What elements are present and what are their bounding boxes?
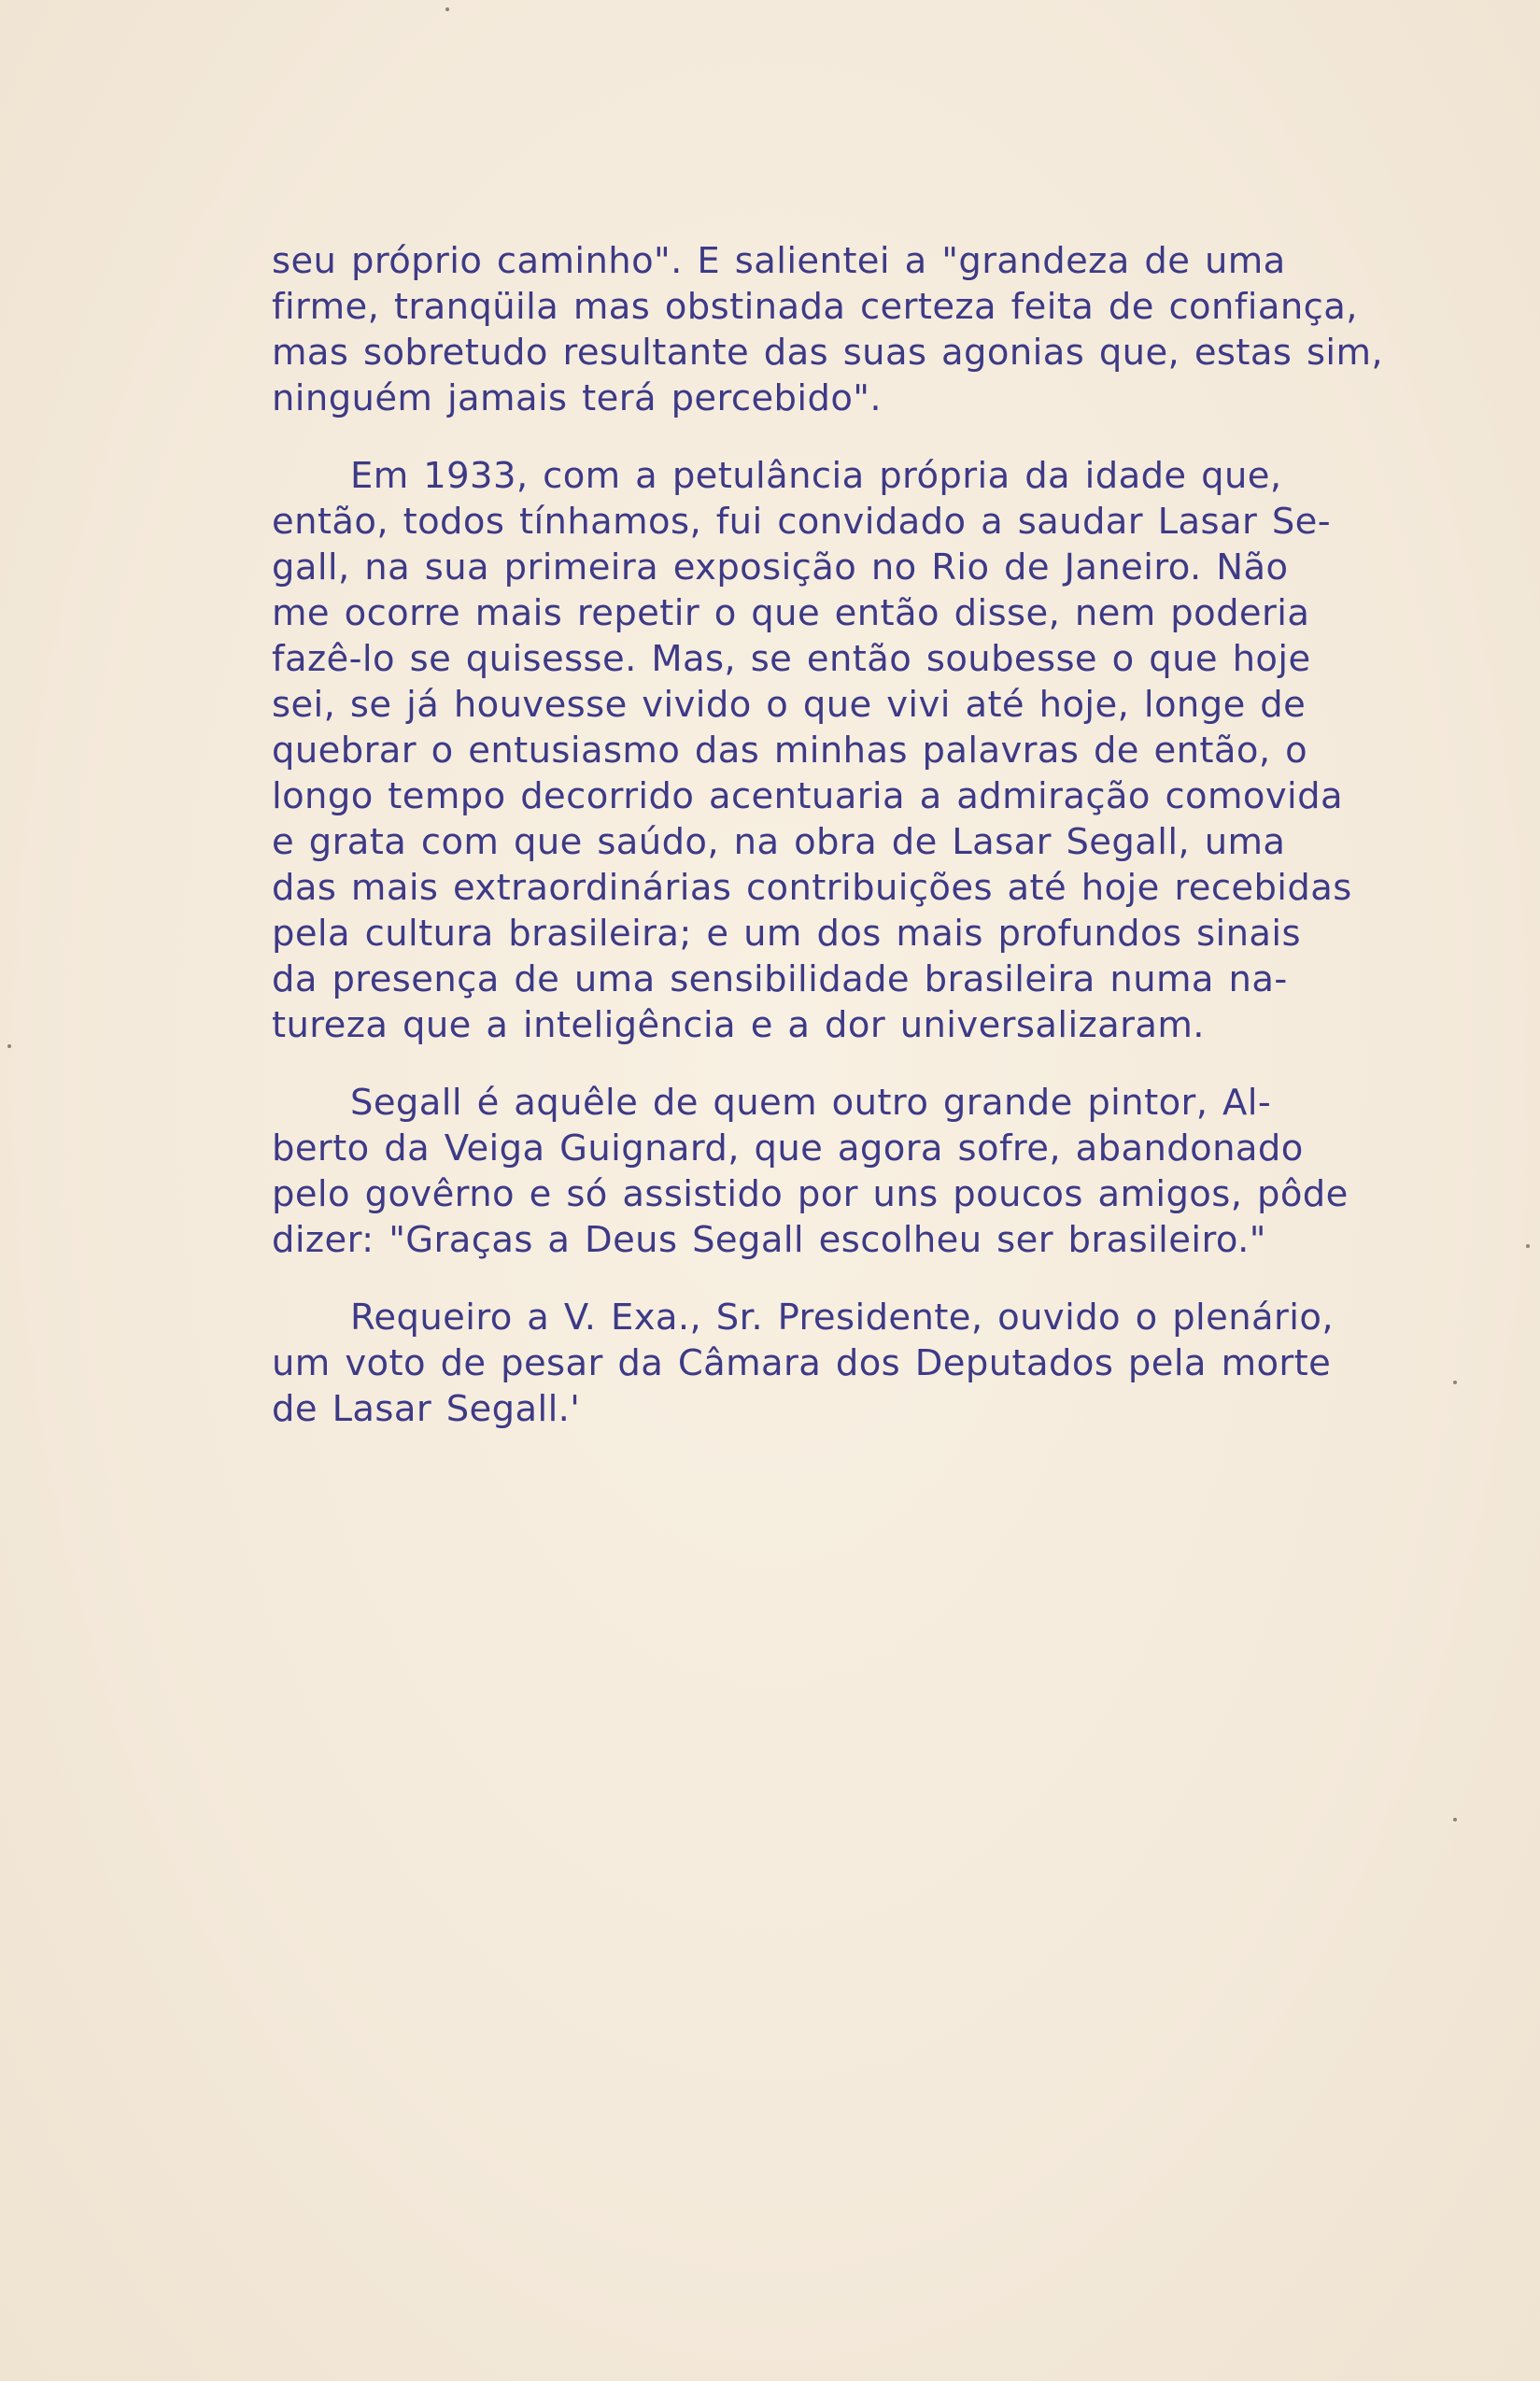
text-line: sei, se já houvesse vivido o que vivi até hoje, longe de <box>272 684 1307 726</box>
paper-speck <box>1453 1818 1457 1821</box>
text-line: quebrar o entusiasmo das minhas palavras de então, o <box>272 730 1308 772</box>
text-line: então, todos tínhamos, fui convidado a saudar Lasar Se- <box>272 501 1332 543</box>
paper-speck <box>1453 1381 1457 1384</box>
text-line: das mais extraordinárias contribuições até hoje recebidas <box>272 867 1352 909</box>
text-line: Requeiro a V. Exa., Sr. Presidente, ouvido o plenário, <box>350 1297 1334 1339</box>
text-line: fazê-lo se quisesse. Mas, se então soubesse o que hoje <box>272 638 1311 680</box>
paper-speck <box>7 1044 11 1048</box>
text-line: da presença de uma sensibilidade brasileira numa na- <box>272 958 1288 1000</box>
text-line: gall, na sua primeira exposição no Rio de Janeiro. Não <box>272 546 1289 588</box>
paper-speck <box>445 7 449 11</box>
paragraph-guignard <box>272 1080 1349 1263</box>
text-line: e grata com que saúdo, na obra de Lasar Segall, uma <box>272 821 1286 863</box>
text-line: mas sobretudo resultante das suas agonias que, estas sim, <box>272 332 1384 374</box>
text-line: longo tempo decorrido acentuaria a admiração comovida <box>272 775 1343 817</box>
text-line: berto da Veiga Guignard, que agora sofre, abandonado <box>272 1127 1304 1169</box>
text-line: dizer: "Graças a Deus Segall escolheu ser brasileiro." <box>272 1219 1266 1261</box>
text-line: seu próprio caminho". E salientei a "grandeza de uma <box>272 240 1286 282</box>
text-line: de Lasar Segall.' <box>272 1388 581 1430</box>
text-column <box>272 238 1384 1464</box>
text-line: tureza que a inteligência e a dor universalizaram. <box>272 1004 1205 1046</box>
text-line: pela cultura brasileira; e um dos mais profundos sinais <box>272 913 1301 955</box>
text-line: um voto de pesar da Câmara dos Deputados pela morte <box>272 1342 1332 1384</box>
paragraph-1933 <box>272 453 1352 1048</box>
paragraph-requeiro <box>272 1295 1334 1432</box>
text-line: ninguém jamais terá percebido". <box>272 377 883 419</box>
text-line: pelo govêrno e só assistido por uns poucos amigos, pôde <box>272 1173 1349 1215</box>
paragraph-caminho <box>272 238 1384 421</box>
text-line: Em 1933, com a petulância própria da idade que, <box>350 455 1282 497</box>
text-line: me ocorre mais repetir o que então disse, nem poderia <box>272 592 1310 634</box>
text-line: Segall é aquêle de quem outro grande pintor, Al- <box>350 1082 1272 1124</box>
text-line: firme, tranqüila mas obstinada certeza feita de confiança, <box>272 286 1358 328</box>
paper-speck <box>1526 1244 1530 1248</box>
